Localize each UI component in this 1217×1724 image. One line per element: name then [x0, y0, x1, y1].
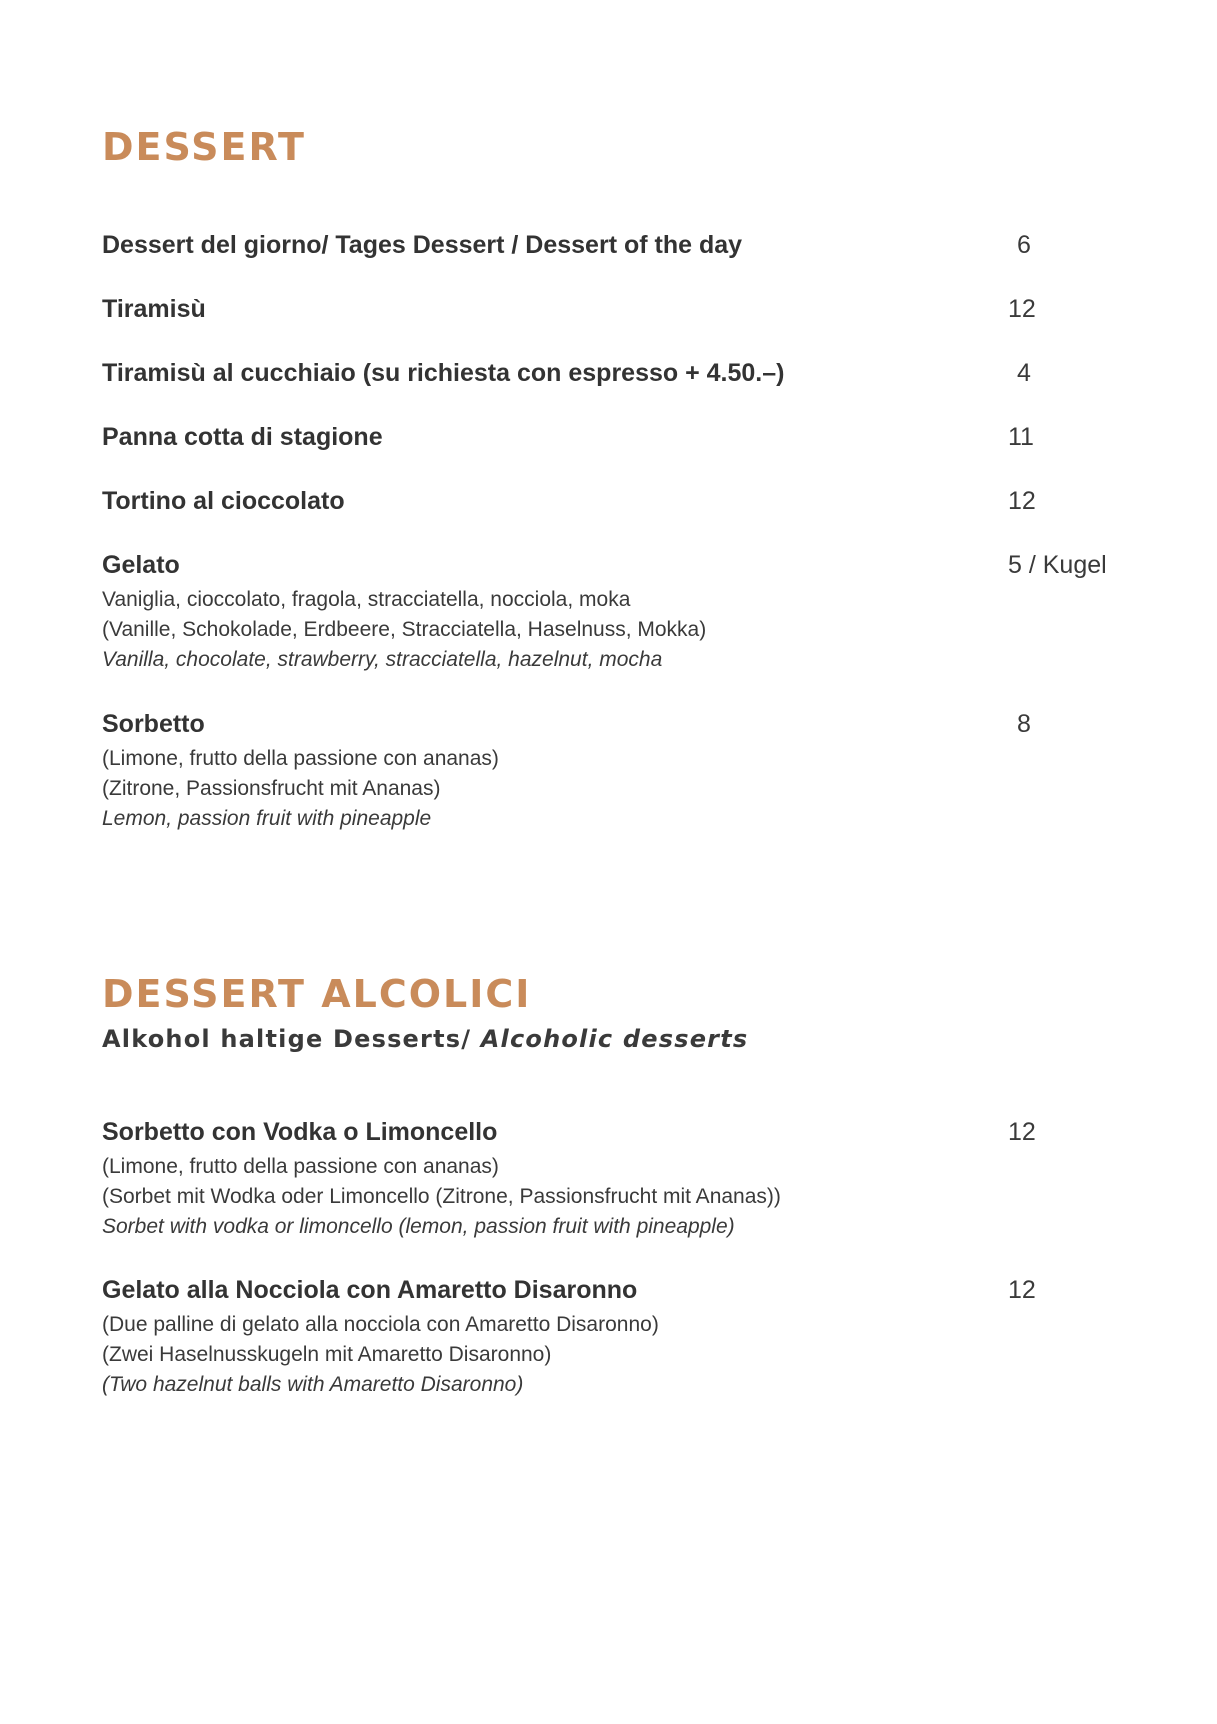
item-name: Sorbetto con Vodka o Limoncello [102, 1118, 498, 1146]
item-description-en: Vanilla, chocolate, strawberry, stracciatella, hazelnut, mocha [102, 648, 663, 671]
item-name: Dessert del giorno/ Tages Dessert / Dessert of the day [102, 231, 743, 259]
subtitle-en: Alcoholic desserts [480, 1025, 749, 1053]
section-title-dessert: DESSERT [102, 125, 306, 169]
subtitle-de: Alkohol haltige Desserts/ [102, 1025, 481, 1053]
item-description-en: Lemon, passion fruit with pineapple [102, 807, 432, 830]
item-description-de: (Vanille, Schokolade, Erdbeere, Stracciatella, Haselnuss, Mokka) [102, 618, 707, 641]
item-description-en: Sorbet with vodka or limoncello (lemon, passion fruit with pineapple) [102, 1215, 735, 1238]
item-price: 5 / Kugel [1008, 551, 1107, 579]
item-description-it: (Limone, frutto della passione con ananas) [102, 1155, 499, 1178]
menu-item-sorbetto-vodka [102, 1117, 1112, 1242]
item-description-it: (Limone, frutto della passione con ananas) [102, 747, 499, 770]
item-description-en: (Two hazelnut balls with Amaretto Disaronno) [102, 1373, 524, 1396]
item-price: 11 [1008, 423, 1034, 451]
item-name: Tortino al cioccolato [102, 487, 345, 515]
item-price: 12 [1008, 487, 1036, 515]
menu-item-tiramisu [102, 294, 1112, 324]
item-name: Gelato alla Nocciola con Amaretto Disaronno [102, 1276, 638, 1304]
menu-item-dessert-of-the-day [102, 230, 1112, 260]
item-description-de: (Zitrone, Passionsfrucht mit Ananas) [102, 777, 441, 800]
item-price: 12 [1008, 295, 1036, 323]
item-name: Sorbetto [102, 710, 205, 738]
menu-item-sorbetto [102, 709, 1112, 834]
item-name: Tiramisù al cucchiaio (su richiesta con espresso + 4.50.–) [102, 359, 785, 387]
item-description-de: (Zwei Haselnusskugeln mit Amaretto Disaronno) [102, 1343, 552, 1366]
item-name: Panna cotta di stagione [102, 423, 383, 451]
menu-item-tortino [102, 486, 1112, 516]
item-price: 12 [1008, 1118, 1036, 1146]
menu-item-panna-cotta [102, 422, 1112, 452]
menu-item-gelato [102, 550, 1112, 675]
menu-item-gelato-nocciola-amaretto [102, 1275, 1112, 1400]
item-name: Tiramisù [102, 295, 206, 323]
item-price: 8 [1017, 710, 1031, 738]
item-price: 6 [1017, 231, 1031, 259]
item-price: 4 [1017, 359, 1031, 387]
item-description-it: (Due palline di gelato alla nocciola con Amaretto Disaronno) [102, 1313, 659, 1336]
item-description-de: (Sorbet mit Wodka oder Limoncello (Zitrone, Passionsfrucht mit Ananas)) [102, 1185, 781, 1208]
section-subtitle [102, 1027, 748, 1051]
section-title-dessert-alcolici: DESSERT ALCOLICI [102, 972, 532, 1016]
menu-item-tiramisu-al-cucchiaio [102, 358, 1112, 388]
item-description-it: Vaniglia, cioccolato, fragola, stracciatella, nocciola, moka [102, 588, 631, 611]
item-name: Gelato [102, 551, 180, 579]
item-price: 12 [1008, 1276, 1036, 1304]
